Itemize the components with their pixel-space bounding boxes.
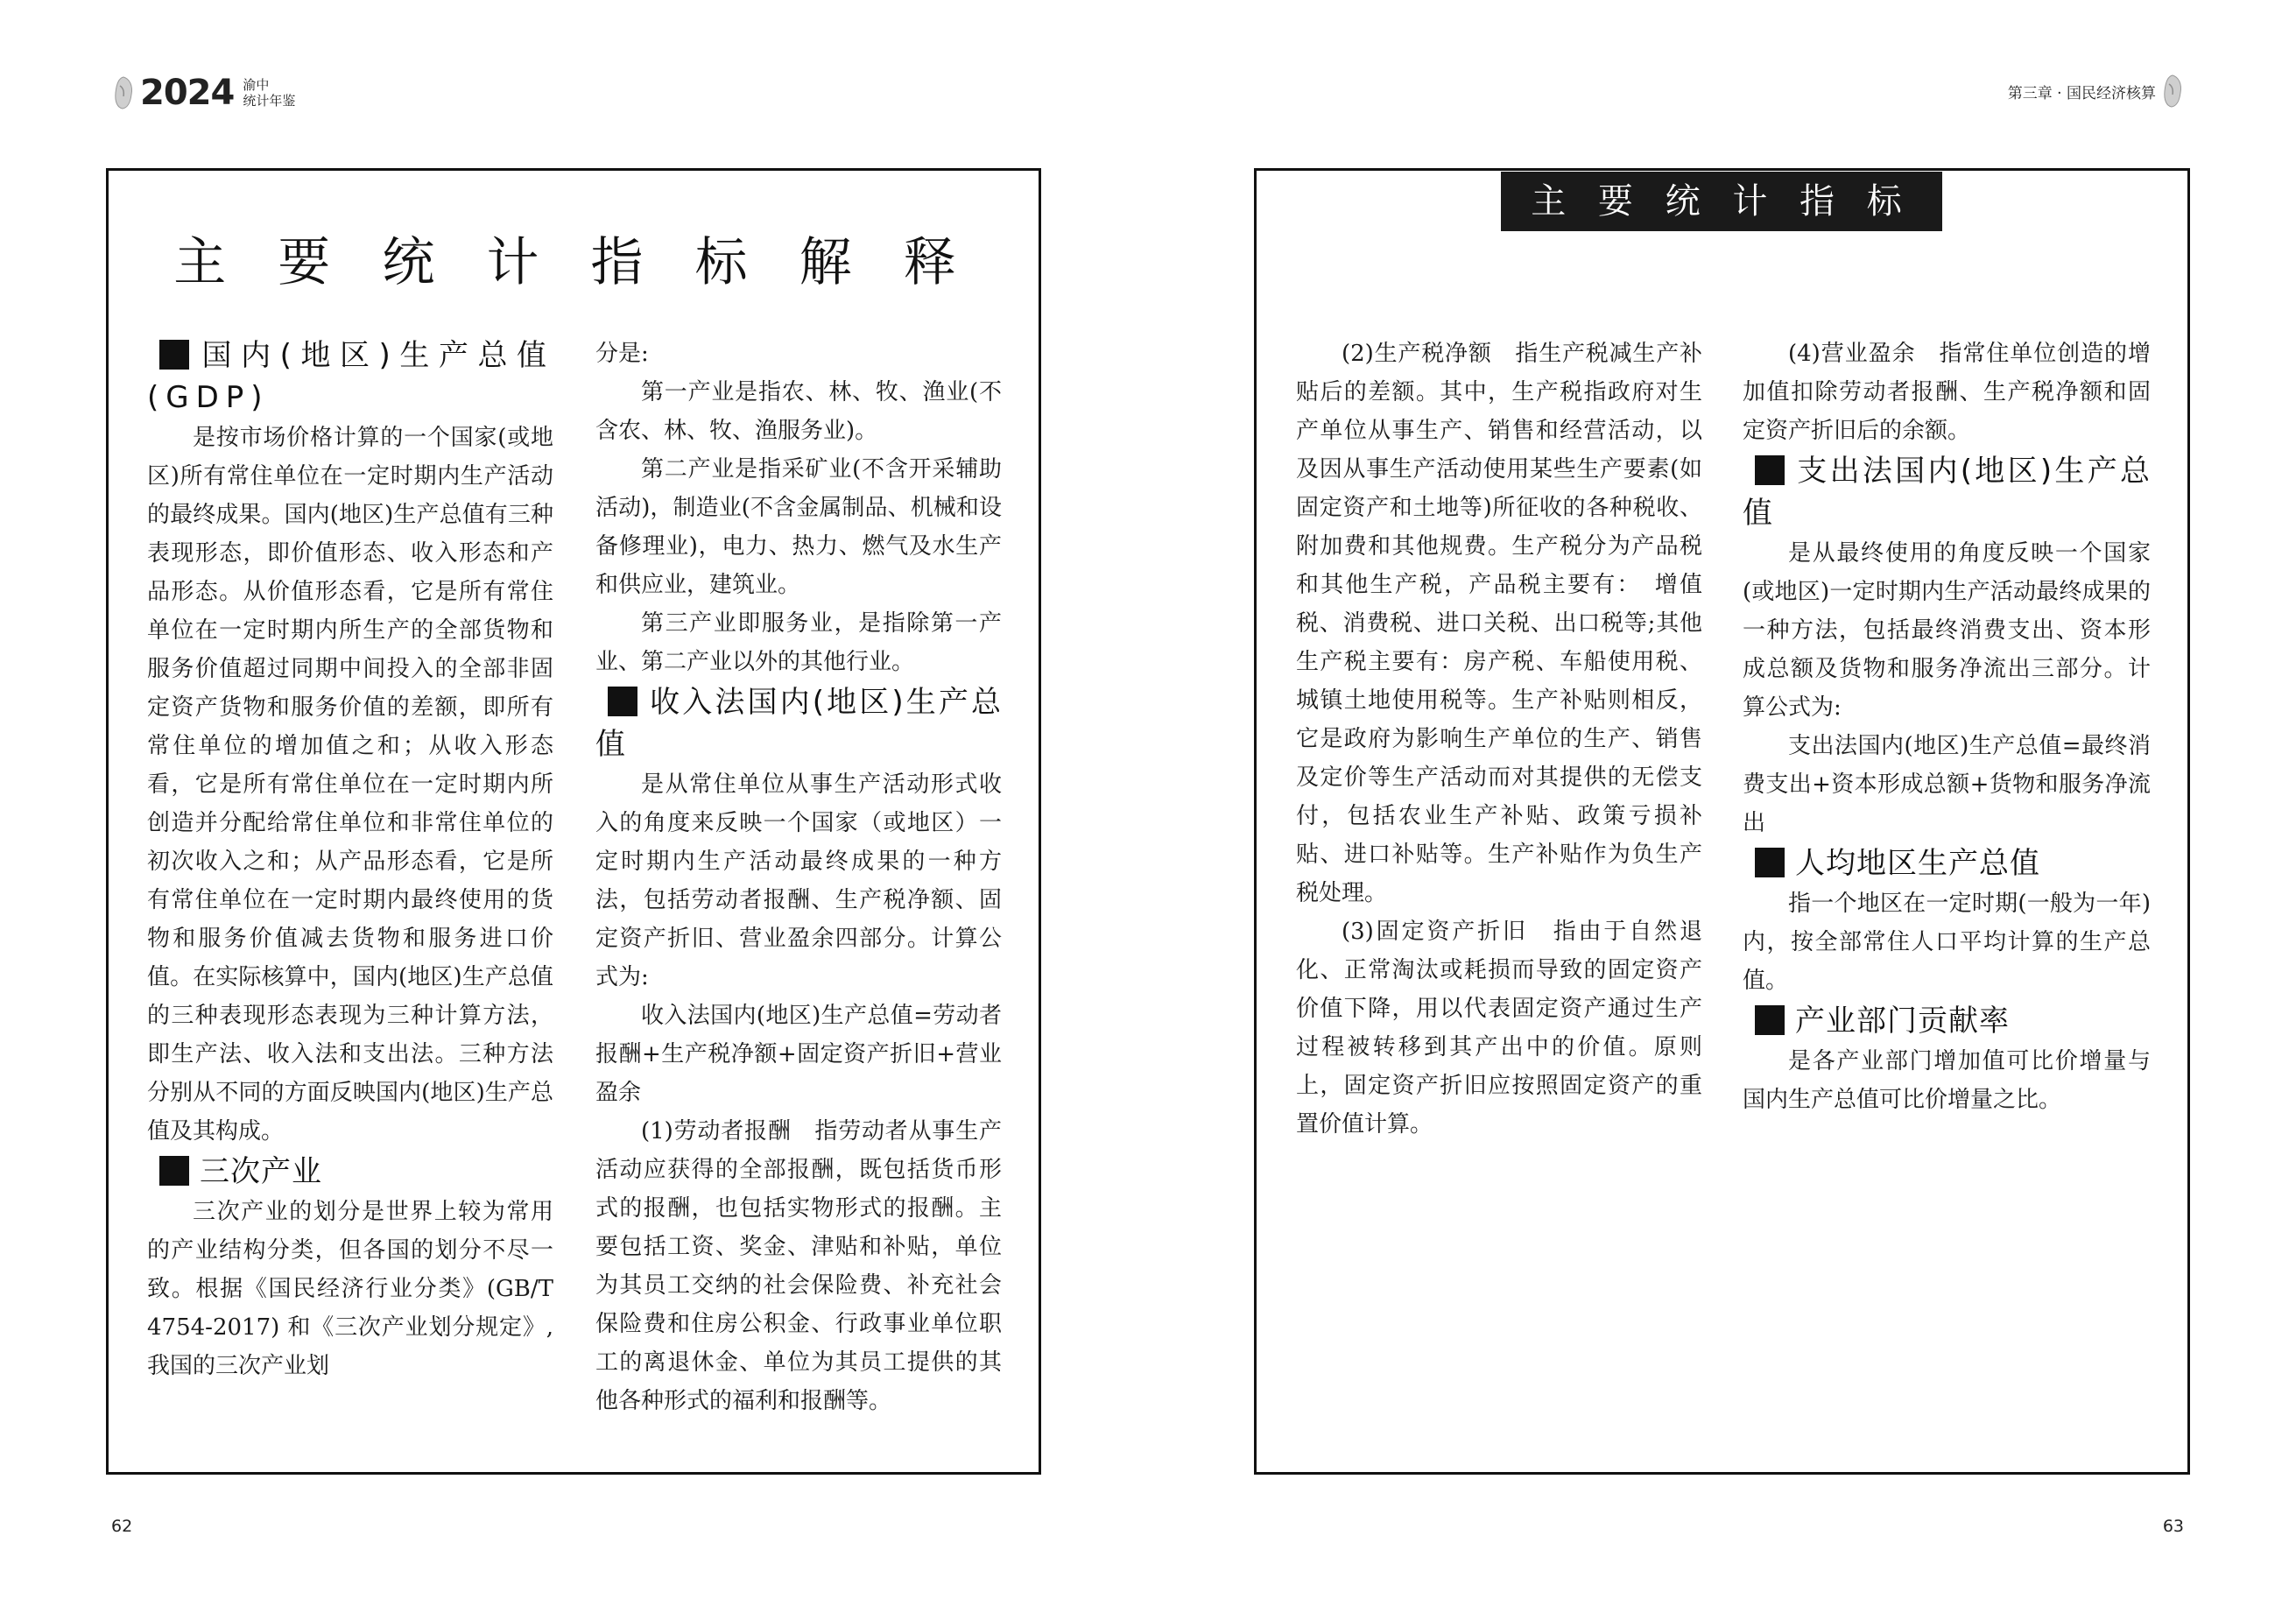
text-column-3 [1296,335,1702,1144]
yearbook-title: 渝中 统计年鉴 [243,77,296,109]
paragraph-contribution-rate: 是各产业部门增加值可比价增量与国内生产总值可比价增量之比。 [1743,1048,2151,1113]
page-number-left: 62 [111,1517,133,1536]
stone-logo-icon [112,75,135,110]
paragraph-net-production-tax: (2)生产税净额 指生产税减生产补贴后的差额。其中，生产税指政府对生产单位从事生产、销售和经营活动，以及因从事生产活动使用某些生产要素(如固定资产和土地等)所征收的各种税收、附加费和其他规费。生产税分为产品税和其他生产税，产品税主要有： 增值税、消费税、进口关税、出口税等;其他生产税主要有：房产税、车船使用税、城镇土地使用税等。生产补贴则相反，它是政府为影响生产单位的生产、销售及定价等生产活动而对其提供的无偿支付，包括农业生产补贴、政策亏损补贴、进口补贴等。生产补贴作为负生产税处理。 [1296,341,1702,906]
stone-logo-icon [2161,74,2184,109]
running-head-right [2008,74,2184,109]
text-column-4 [1743,335,2151,1119]
square-bullet-icon [159,1156,189,1186]
yearbook-year: 2024 [140,73,235,113]
text-column-1 [147,335,553,1385]
page-number-right: 63 [2162,1517,2184,1536]
formula-expenditure-approach: 支出法国内(地区)生产总值=最终消费支出+资本形成总额+货物和服务净流出 [1743,733,2151,836]
square-bullet-icon [1755,1005,1785,1035]
paragraph-tertiary-industry: 第三产业即服务业，是指除第一产业、第二产业以外的其他行业。 [595,610,1002,675]
square-bullet-icon [1755,455,1785,485]
formula-income-approach: 收入法国内(地区)生产总值=劳动者报酬+生产税净额+固定资产折旧+营业盈余 [595,1003,1002,1106]
paragraph-gdp: 是按市场价格计算的一个国家(或地区)所有常住单位在一定时期内生产活动的最终成果。国内(地区)生产总值有三种表现形态，即价值形态、收入形态和产品形态。从价值形态看，它是所有常住单位在一定时期内所生产的全部货物和服务价值超过同期中间投入的全部非固定资产货物和服务价值的差额，即所有常住单位的增加值之和；从收入形态看，它是所有常住单位在一定时期内所创造并分配给常住单位和非常住单位的初次收入之和；从产品形态看，它是所有常住单位在一定时期内最终使用的货物和服务价值减去货物和服务进口价值。在实际核算中，国内(地区)生产总值的三种表现形态表现为三种计算方法，即生产法、收入法和支出法。三种方法分别从不同的方面反映国内(地区)生产总值及其构成。 [147,425,553,1145]
square-bullet-icon [159,340,189,370]
paragraph-labor-compensation: (1)劳动者报酬 指劳动者从事生产活动应获得的全部报酬，既包括货币形式的报酬，也包括实物形式的报酬。主要包括工资、奖金、津贴和补贴，单位为其员工交纳的社会保险费、补充社会保险费和住房公积金、行政事业单位职工的离退休金、单位为其员工提供的其他各种形式的福利和报酬等。 [595,1118,1002,1414]
paragraph-operating-surplus: (4)营业盈余 指常住单位创造的增加值扣除劳动者报酬、生产税净额和固定资产折旧后的余额。 [1743,341,2151,444]
square-bullet-icon [1755,848,1785,877]
section-heading-contribution-rate: 产业部门贡献率 [1743,1000,2151,1042]
left-page-title: 主 要 统 计 指 标 解 释 [173,232,974,293]
right-page-title: 主 要 统 计 指 标 解 释 [1501,172,1942,231]
paragraph-income-approach: 是从常住单位从事生产活动形式收入的角度来反映一个国家（或地区）一定时期内生产活动最终成果的一种方法，包括劳动者报酬、生产税净额、固定资产折旧、营业盈余四部分。计算公式为: [595,771,1002,990]
section-heading-gdp: 国内(地区)生产总值(GDP) [147,338,553,415]
section-heading-three-industries: 三次产业 [147,1151,553,1193]
section-heading-per-capita-gdp: 人均地区生产总值 [1743,842,2151,884]
text-column-2 [595,335,1002,1420]
paragraph-continuation: 分是: [595,341,649,367]
paragraph-secondary-industry: 第二产业是指采矿业(不含开采辅助活动)，制造业(不含金属制品、机械和设备修理业)，电力、热力、燃气及水生产和供应业，建筑业。 [595,456,1002,598]
square-bullet-icon [608,687,637,716]
paragraph-primary-industry: 第一产业是指农、林、牧、渔业(不含农、林、牧、渔服务业)。 [595,379,1002,444]
running-head-left [112,70,295,116]
section-heading-expenditure-approach: 支出法国内(地区)生产总值 [1743,454,2151,531]
paragraph-per-capita-gdp: 指一个地区在一定时期(一般为一年)内，按全部常住人口平均计算的生产总值。 [1743,891,2151,994]
chapter-title: 第三章 · 国民经济核算 [2007,84,2156,102]
paragraph-three-industries: 三次产业的划分是世界上较为常用的产业结构分类，但各国的划分不尽一致。根据《国民经济行业分类》(GB/T 4754-2017) 和《三次产业划分规定》,我国的三次产业划 [147,1199,553,1379]
paragraph-expenditure-approach: 是从最终使用的角度反映一个国家(或地区)一定时期内生产活动最终成果的一种方法，包括最终消费支出、资本形成总额及货物和服务净流出三部分。计算公式为: [1743,540,2151,721]
section-heading-income-approach: 收入法国内(地区)生产总值 [595,685,1002,762]
paragraph-depreciation: (3)固定资产折旧 指由于自然退化、正常淘汰或耗损而导致的固定资产价值下降，用以代表固定资产通过生产过程被转移到其产出中的价值。原则上，固定资产折旧应按照固定资产的重置价值计算。 [1296,919,1702,1138]
